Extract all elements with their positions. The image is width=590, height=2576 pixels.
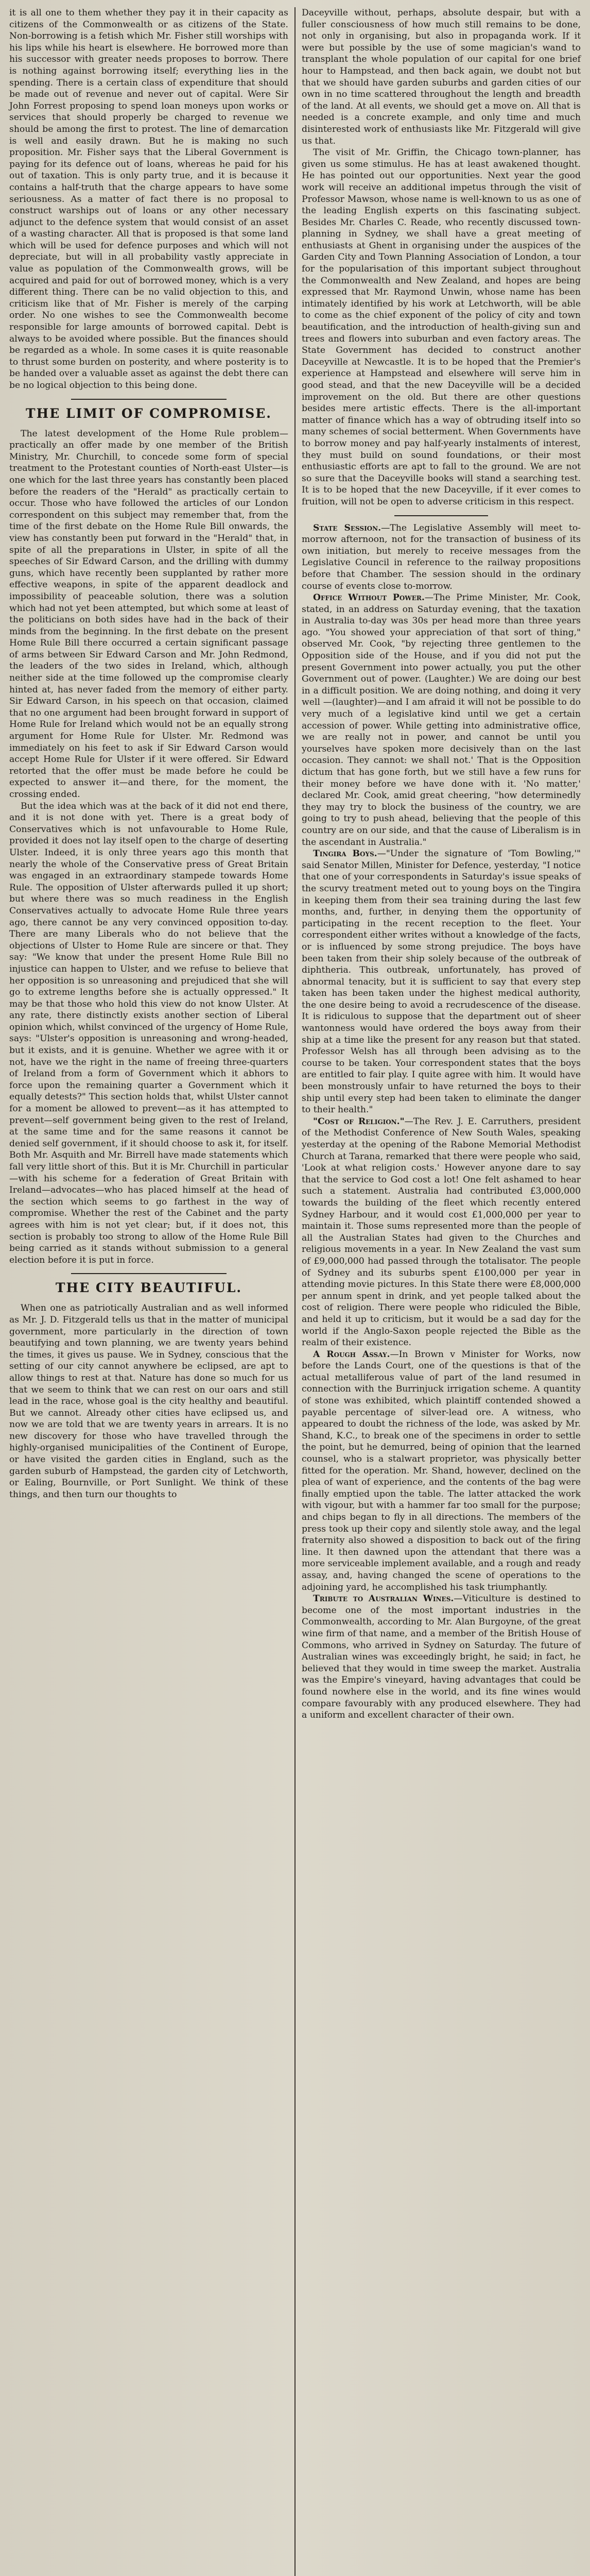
- news-note: [302, 848, 581, 1116]
- note-body: —In Brown v Minister for Works, now before the Lands Court, one of the questions is that of the actual metalliferous value of part of the land resumed in connection with the Burrinjuck irrigation scheme. A quantity of stone was exhibited, which plaintiff contended showed a payable percentage of silver-lead ore. A witness, who appeared to doubt the richness of the lode, was asked by Mr. Shand, K.C., to break one of the specimens in order to settle the point, but he demurred, being of opinion that the learned counsel, who is a stalwart proprietor, was physically better fitted for the operation. Mr. Shand, however, declined on the plea of want of experience, and the contents of the bag were finally emptied upon the table. The latter attacked the work with vigour, but with a hammer far too small for the purpose; and chips began to fly in all directions. The members of the press took up their copy and silently stole away, and the legal fraternity also showed a disposition to back out of the firing line. It then dawned upon the attendant that there was a more serviceable implement available, and a rough and ready assay, and, having changed the scene of operations to the adjoining yard, he accomplished his task triumphantly.: [302, 1349, 581, 1592]
- note-lead: "Cost of Religion.": [313, 1116, 405, 1127]
- city-beautiful-heading: THE CITY BEAUTIFUL.: [55, 1280, 242, 1296]
- editorial-paragraph: it is all one to them whether they pay it in their capacity as citizens of the Commonwealth or as citizens of the State. Non-borrowing is a fetish which Mr. Fisher still worships with his lips while his heart is elsewhere. He borrowed more than his successor with greater needs proposes to borrow. There is nothing against borrowing itself; everything lies in the spending. There is a certain class of expenditure that should be made out of revenue and never out of capital. Were Sir John Forrest proposing to spend loan moneys upon works or services that should properly be charged to revenue we should be among the first to protest. The line of demarcation is well and easily drawn. But he is making no such proposition. Mr. Fisher says that the Liberal Government is paying for its defence out of loans, whereas he paid for his out of taxation. This is only party true, and it is because it contains a half-truth that the charge appears to have some seriousness. As a matter of fact there is no proposal to construct warships out of loans or any other necessary adjunct to the defence system that would consist of an asset of a wasting character. All that is proposed is that some land which will be used for defence purposes and which will not depreciate, but will in all probability vastly appreciate in value as population of the Commonwealth grows, will be acquired and paid for out of borrowed money, which is a very different thing. There can be no valid objection to this, and criticism like that of Mr. Fisher is merely of the carping order. No one wishes to see the Commonwealth become responsible for large amounts of borrowed capital. Debt is always to be avoided where possible. But the finances should be regarded as a whole. In some cases it is quite reasonable to thrust some burden on posterity, and where posterity is to be handed over a valuable asset as against the debt there can be no logical objection to this being done.: [9, 8, 288, 391]
- note-body: —The Legislative Assembly will meet to-morrow afternoon, not for the transaction of business of its own initiation, but merely to receive messages from the Legislative Council in reference to the railway propositions before that Chamber. The session should in the ordinary course of events close to-morrow.: [302, 522, 581, 591]
- article-paragraph: When one as patriotically Australian and as well informed as Mr. J. D. Fitzgerald tells us that in the matter of municipal government, more particularly in the direction of town beautifying and town planning, we are twenty years behind the times, it gives us pause. We in Sydney, conscious that the setting of our city cannot anywhere be eclipsed, are apt to allow things to rest at that. Nature has done so much for us that we seem to think that we can rest on our oars and still lead in the race, whose goal is the city healthy and beautiful. But we cannot. Already other cities have eclipsed us, and now we are told that we are twenty years in arrears. It is no new discovery for those who have travelled through the highly-organised municipalities of the Continent of Europe, or have visited the garden cities in England, such as the garden suburb of Hampstead, the garden city of Letchworth, or Ealing, Bournville, or Port Sunlight. We think of these things, and then turn our thoughts to: [9, 1303, 288, 1500]
- news-note: [302, 1116, 581, 1349]
- article-paragraph: The latest development of the Home Rule problem—practically an offer made by one member of the British Ministry, Mr. Churchill, to concede some form of special treatment to the Protestant counties of North-east Ulster—is one which for the last three years has constantly been placed before the readers of the "Herald" as practically certain to occur. Those who have followed the articles of our London correspondent on this subject may remember that, from the time of the first debate on the Home Rule Bill onwards, the view has constantly been put forward in the "Herald" that, in spite of all the preparations in Ulster, in spite of all the speeches of Sir Edward Carson, and the drilling with dummy guns, which have recently been supplanted by rather more effective weapons, in spite of the apparent deadlock and impossibility of peaceable solution, there was a solution which had not yet been attempted, but which some at least of the politicians on both sides have had in the back of their minds from the beginning. In the first debate on the present Home Rule Bill there occurred a certain significant passage of arms between Sir Edward Carson and Mr. John Redmond, the leaders of the two sides in Ireland, which, although neither side at the time followed up the compromise clearly hinted at, has never faded from the memory of either party. Sir Edward Carson, in his speech on that occasion, claimed that no one argument had been brought forward in support of Home Rule for Ireland which would not be an equally strong argument for Home Rule for Ulster. Mr. Redmond was immediately on his feet to ask if Sir Edward Carson would accept Home Rule for Ulster if it were offered. Sir Edward retorted that the offer must be made before he could be expected to answer it—and there, for the moment, the crossing ended.: [9, 428, 288, 800]
- note-lead: Office Without Power.: [313, 592, 425, 603]
- city-beautiful-continuation: [302, 7, 581, 508]
- right-column: [302, 7, 581, 2576]
- note-body: —The Prime Minister, Mr. Cook, stated, in an address on Saturday evening, that the taxation in Australia to-day was 30s per head more than three years ago. "You showed your appreciation of that sort of thing," observed Mr. Cook, "by rejecting three gentlemen to the Opposition side of the House, and if you did not put the present Government into power actually, you put the other Government out of power. (Laughter.) We are doing our best in a difficult position. We are doing nothing, and doing it very well —(laughter)—and I am afraid it will not be possible to do very much of a legislative kind until we get a certain accession of power. While getting into administrative office, we are really not in power, and cannot be until you yourselves have spoken more decisively than on the last occasion. They cannot: we shall not.' That is the Opposition dictum that has gone forth, but we still have a few runs for their money before we have done with it. 'No matter,' declared Mr. Cook, amid great cheering, "how determinedly they may try to block the business of the country, we are going to try to push ahead, believing that the people of this country are on our side, and that the cause of Liberalism is in the ascendant in Australia.": [302, 592, 581, 848]
- article-paragraph: The visit of Mr. Griffin, the Chicago town-planner, has given us some stimulus. He has at least awakened thought. He has pointed out our opportunities. Next year the good work will receive an additional impetus through the visit of Professor Mawson, whose name is well-known to us as one of the leading English experts on this fascinating subject. Besides Mr. Charles C. Reade, who recently discussed town-planning in Sydney, we shall have a great meeting of enthusiasts at Ghent in organising under the auspices of the Garden City and Town Planning Association of London, a tour for the popularisation of this important subject throughout the Commonwealth and New Zealand, and hopes are being expressed that Mr. Raymond Unwin, whose name has been intimately identified by his work at Letchworth, will be able to come as the chief exponent of the policy of city and town beautification, and the introduction of health-giving sun and trees and flowers into suburban and even factory areas. The State Government has decided to construct another Daceyville at Newcastle. It is to be hoped that the Premier's experience at Hampstead and elsewhere will serve him in good stead, and that the new Daceyville will be a decided improvement on the old. But there are other questions besides mere artistic effects. There is the all-important matter of finance which has a way of obtruding itself into so many schemes of social betterment. When Governments have to borrow money and pay half-yearly instalments of interest, they must build on sound foundations, or their most enthusiastic efforts are apt to fall to the ground. We are not so sure that the Daceyville books will stand a searching test. It is to be hoped that the new Daceyville, if it ever comes to fruition, will not be open to adverse criticism in this respect.: [302, 147, 581, 507]
- left-column: [9, 7, 288, 2576]
- section-divider: [71, 1273, 227, 1274]
- city-beautiful-article: [9, 1302, 288, 1500]
- note-lead: State Session.: [313, 522, 381, 533]
- note-body: —The Rev. J. E. Carruthers, president of the Methodist Conference of New South Wales, speaking yesterday at the opening of the Rabone Memorial Methodist Church at Tarana, remarked that there were people who said, 'Look at what religion costs.' However anyone dare to say that the service to God cost a lot! One felt ashamed to hear such a statement. Australia had contributed £3,000,000 towards the building of the fleet which recently entered Sydney Harbour, and it would cost £1,000,000 per year to maintain it. Those sums represented more than the people of all the Australian States had given to the Churches and religious movements in a year. In New Zealand the vast sum of £9,000,000 had passed through the totalisator. The people of Sydney and its suburbs spent £100,000 per year in attending movie pictures. In this State there were £8,000,000 per annum spent in drink, and yet people talked about the cost of religion. There were people who ridiculed the Bible, and held it up to criticism, but it would be a sad day for the world if the Anglo-Saxon people rejected the Bible as the realm of their existence.: [302, 1116, 581, 1348]
- article-paragraph: But the idea which was at the back of it did not end there, and it is not done with yet. There is a great body of Conservatives which is not unfavourable to Home Rule, provided it does not lay itself open to the charge of deserting Ulster. Indeed, it is only three years ago this month that nearly the whole of the Conservative press of Great Britain was engaged in an extraordinary stampede towards Home Rule. The opposition of Ulster afterwards pulled it up short; but where there was so much readiness in the English Conservatives actually to advocate Home Rule three years ago, there cannot be any very convinced opposition to-day. There are many Liberals who do not believe that the objections of Ulster to Home Rule are sincere or that. They say: "We know that under the present Home Rule Bill no injustice can happen to Ulster, and we refuse to believe that her opposition is so unreasoning and prejudiced that she will go to extreme lengths before she is actually oppressed." It may be that those who hold this view do not know Ulster. At any rate, there distinctly exists another section of Liberal opinion which, whilst convinced of the urgency of Home Rule, says: "Ulster's opposition is unreasoning and wrong-headed, but it exists, and it is genuine. Whether we agree with it or not, have we the right in the name of freeing three-quarters of Ireland from a form of Government which it abhors to force upon the remaining quarter a Government which it equally detests?" This section holds that, whilst Ulster cannot for a moment be allowed to prevent—as it has attempted to prevent—self government being given to the rest of Ireland, at the same time and for the same reasons it cannot be denied self government, if it should choose to ask it, for itself. Both Mr. Asquith and Mr. Birrell have made statements which fall very little short of this. But it is Mr. Churchill in particular—with his scheme for a federation of Great Britain with Ireland—advocates—who has placed himself at the head of the section which seems to go farthest in the way of compromise. Whether the rest of the Cabinet and the party agrees with him is not yet clear; but, if it does not, this section is probably too strong to allow of the Home Rule Bill being carried as it stands without submission to a general election before it is put in force.: [9, 801, 288, 1265]
- limit-of-compromise-article: [9, 428, 288, 1266]
- note-lead: Tingira Boys.: [313, 849, 377, 859]
- note-lead: A Rough Assay.: [313, 1349, 390, 1360]
- news-note: [302, 1593, 581, 1721]
- page-columns: [9, 7, 581, 2576]
- news-note: [302, 1349, 581, 1593]
- news-notes: [302, 522, 581, 1721]
- note-body: —"Under the signature of 'Tom Bowling,'" said Senator Millen, Minister for Defence, yesterday, "I notice that one of your correspondents in Saturday's issue speaks of the scurvy treatment meted out to young boys on the Tingira in keeping them from their sea training during the last few months, and, further, in denying them the opportunity of participating in the recent reception to the fleet. Your correspondent either writes without a knowledge of the facts, or is influenced by some strong prejudice. The boys have been taken from their ship solely because of the outbreak of diphtheria. This outbreak, unfortunately, has proved of abnormal tenacity, but it is sufficient to say that every step taken has been taken under the highest medical authority, the one desire being to avoid a recrudescence of the disease. It is ridiculous to suppose that the department out of sheer wantonness would have ordered the boys away from their ship at a time like the present for any reason but that stated. Professor Welsh has all through been advising as to the course to be taken. Your correspondent states that the boys are entitled to fair play. I quite agree with him. It would have been monstrously unfair to have returned the boys to their ship until every step had been taken to eliminate the danger to their health.": [302, 849, 581, 1115]
- section-divider: [394, 515, 488, 516]
- section-divider: [71, 399, 227, 400]
- note-body: —Viticulture is destined to become one of the most important industries in the Commonwealth, according to Mr. Alan Burgoyne, of the great wine firm of that name, and a member of the British House of Commons, who arrived in Sydney on Saturday. The future of Australian wines was exceedingly bright, he said; in fact, he believed that they would in time sweep the market. Australia was the Empire's vineyard, having advantages that could be found nowhere else in the world, and its fine wines would compare favourably with any produced elsewhere. They had a uniform and excellent character of their own.: [302, 1594, 581, 1721]
- note-lead: Tribute to Australian Wines.: [313, 1594, 454, 1604]
- opening-editorial: [9, 7, 288, 392]
- article-paragraph: Daceyville without, perhaps, absolute despair, but with a fuller consciousness of how much still remains to be done, not only in organising, but also in propaganda work. If it were but possible by the use of some magician's wand to transplant the whole population of our capital for one brief hour to Hampstead, and then back again, we doubt not but that we should have garden suburbs and garden cities of our own in no time scattered throughout the length and breadth of the land. At all events, we should get a move on. All that is needed is a concrete example, and only time and much disinterested work of enthusiasts like Mr. Fitzgerald will give us that.: [302, 8, 581, 146]
- column-rule: [294, 7, 296, 2576]
- news-note: [302, 592, 581, 848]
- news-note: [302, 522, 581, 592]
- limit-of-compromise-heading: THE LIMIT OF COMPROMISE.: [25, 405, 272, 421]
